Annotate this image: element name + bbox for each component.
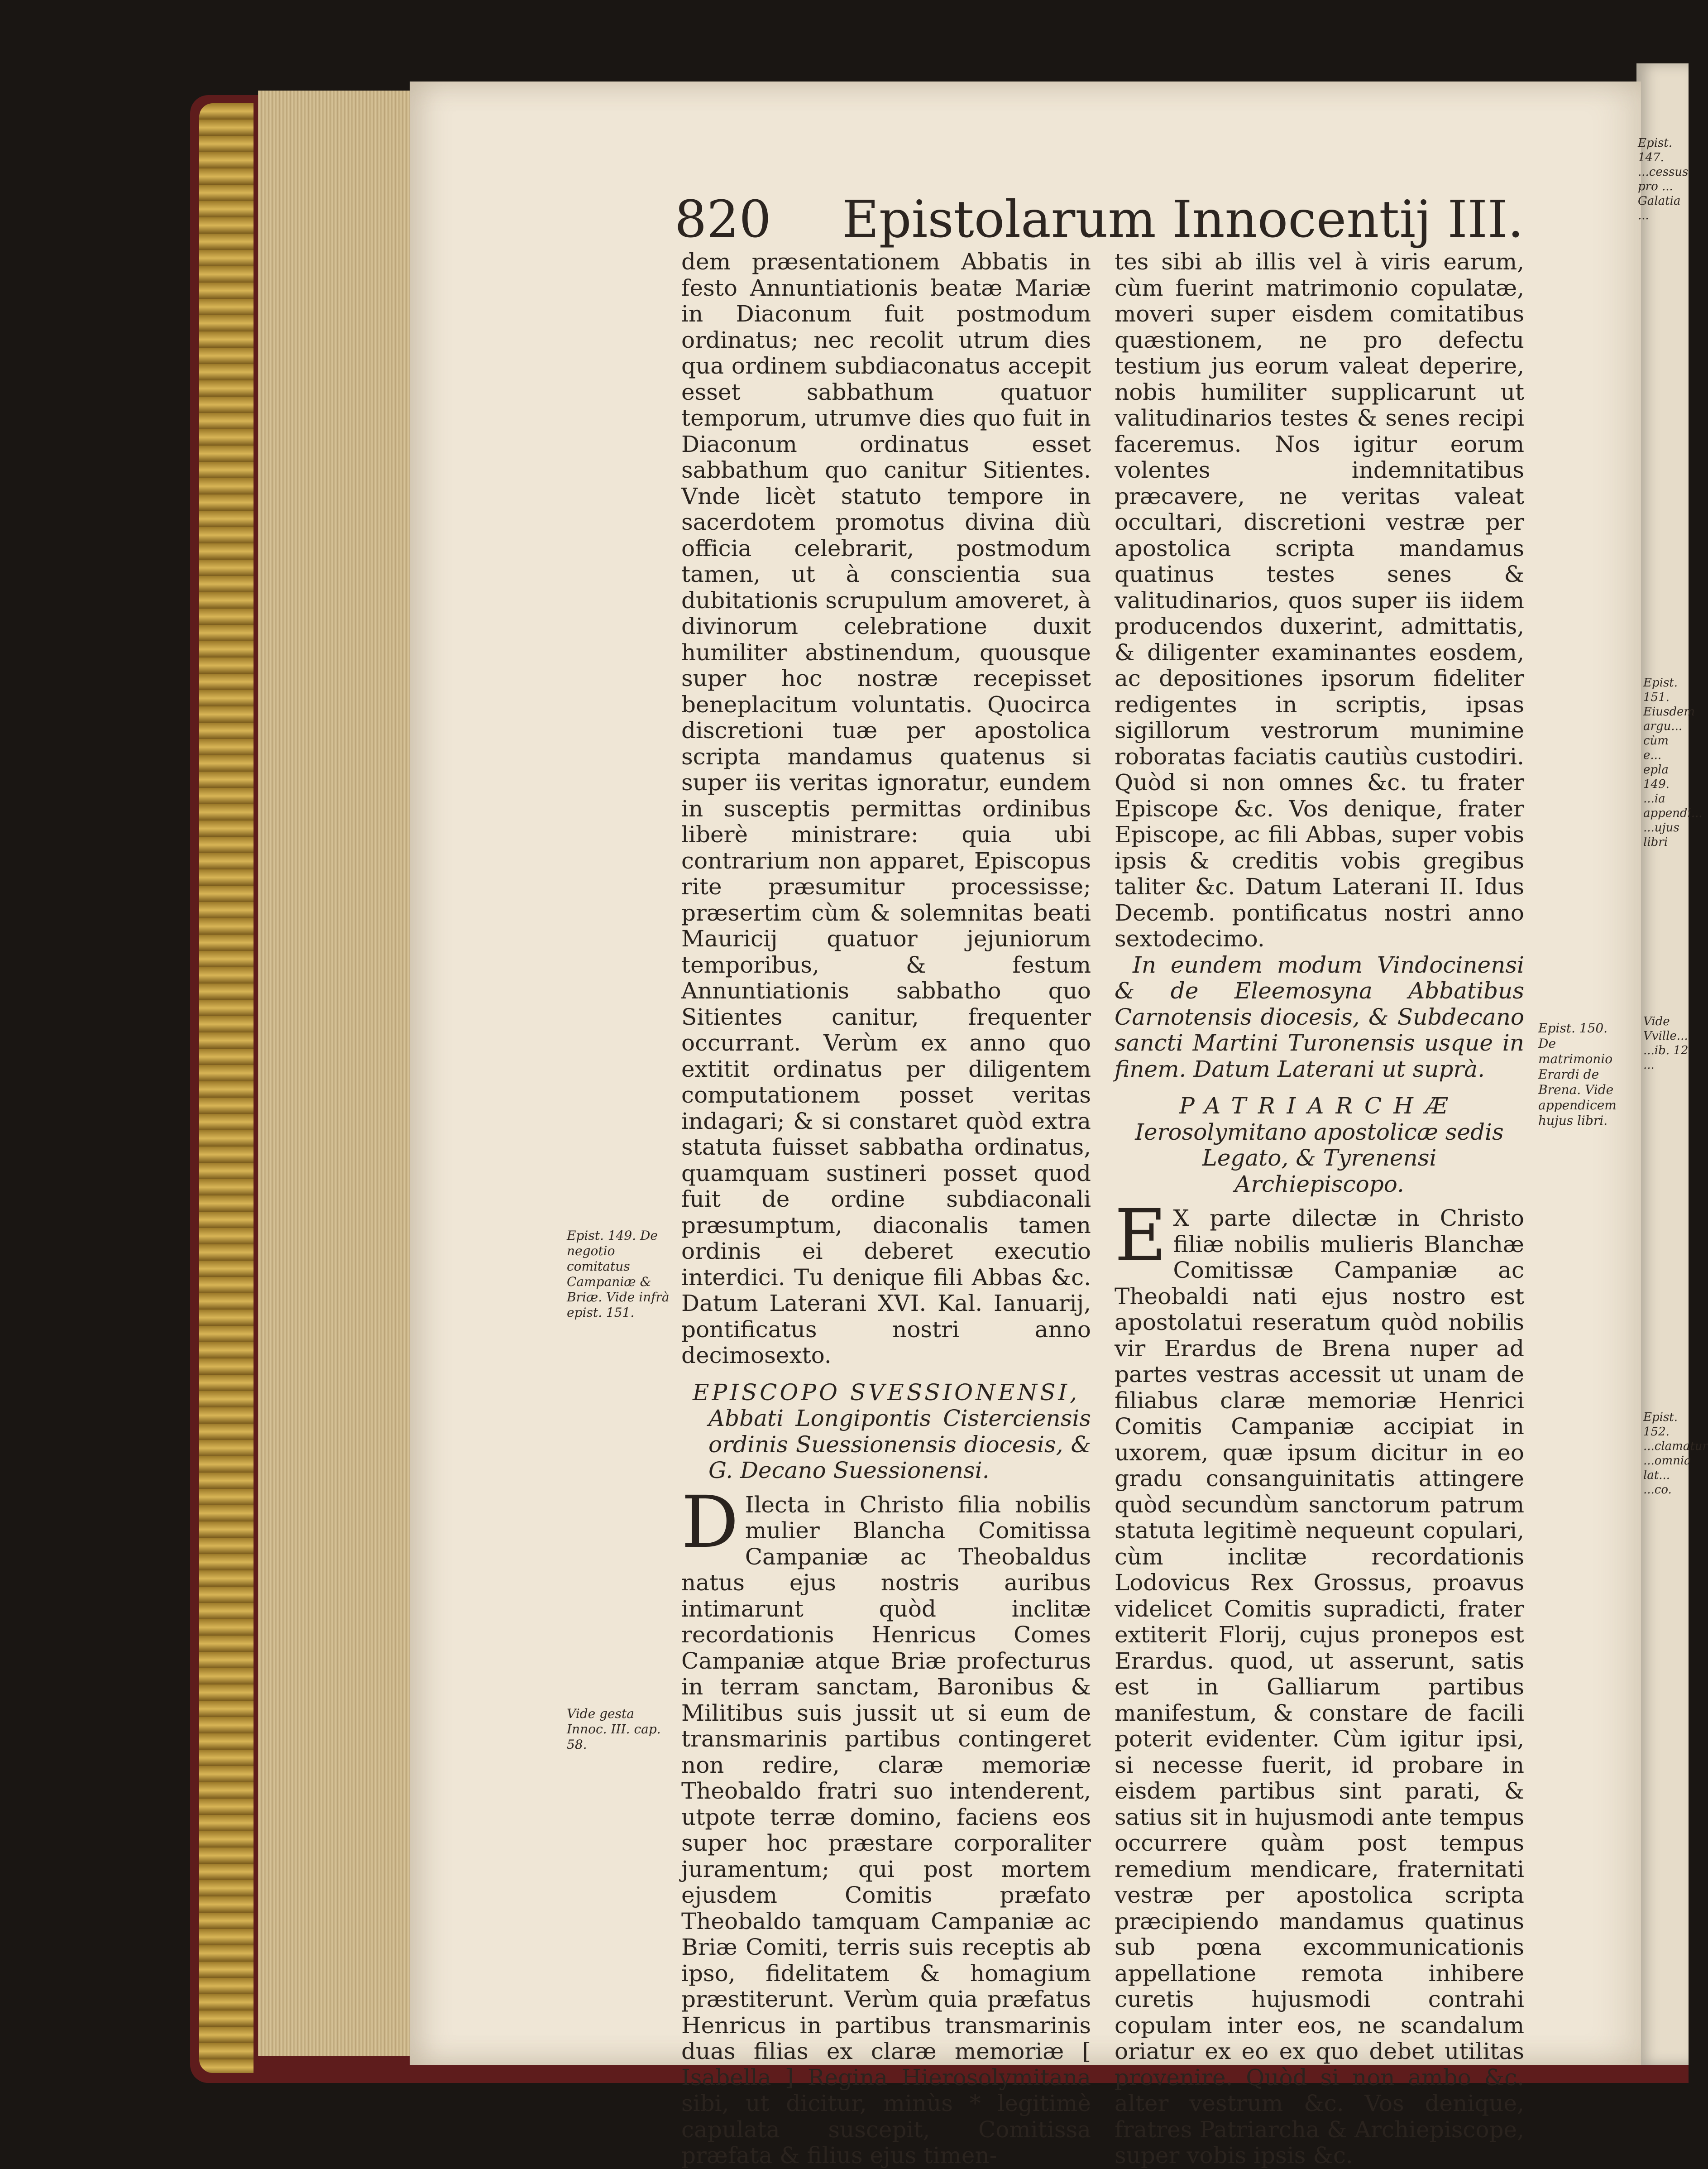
left-heading-sub: Abbati Longipontis Cisterciensis ordinis Suessionensis diocesis, & G. Decano Suessionensi. [708, 1405, 1091, 1483]
marginal-note-left-1: Epist. 149. De negotio comitatus Campaniæ & Briæ. Vide infrà epist. 151. [567, 1228, 670, 1320]
left-heading-main: EPISCOPO SVESSIONENSI, [692, 1379, 1080, 1406]
left-column [681, 249, 1091, 2169]
page-number: 820 [675, 190, 771, 249]
right-dropcap: E [1115, 1194, 1167, 1277]
marginal-note-left-2: Vide gesta Innoc. III. cap. 58. [567, 1706, 661, 1752]
right-paragraph-2-text: X parte dilectæ in Christo filiæ nobilis mulieris Blanchæ Comitissæ Campaniæ ac Theobaldi nati ejus nostro est apostolatui reseratum quòd nobilis vir Erardus de Brena nuper ad partes vestras accessit ut unam de filiabus claræ memoriæ Henrici Comitis Campaniæ accipiat in uxorem, quæ ipsum dicitur in eo gradu consanguinitatis attingere quòd secundùm sanctorum patrum statuta legitimè nequeunt copulari, cùm inclitæ recordationis Lodovicus Rex Grossus, proavus videlicet Comitis supradicti, frater extiterit Florij, cujus pronepos est Erardus. quod, ut asserunt, satis est in Galliarum partibus manifestum, & constare de facili poterit evidenter. Cùm igitur ipsi, si necesse fuerit, id probare in eisdem partibus sint parati, & satius sit in hujusmodi ante tempus occurrere quàm post tempus remedium mendicare, fraternitati vestræ per apostolica scripta præcipiendo mandamus quatinus sub pœna excommunicationis appellatione remota inhibere curetis hujusmodi contrahi copulam inter eos, ne scandalum oriatur ex eo ex quo debet utilitas provenire. Quòd si non ambo &c. alter vestrum &c. Vos denique, fratres Patriarcha & Archiepiscope, super vobis ipsis &c. [1115, 1205, 1524, 2169]
gilt-border [199, 103, 254, 2073]
right-heading-main: PATRIARCHÆ [1179, 1093, 1459, 1119]
facing-page-note-1: Epist. 151. Eiusdem argu... cùm e... epla 149. ...ia appendi... ...ujus libri [1643, 676, 1703, 849]
page-title: Epistolarum Innocentij III. [842, 190, 1524, 249]
page-edges [258, 91, 412, 2056]
right-column [1115, 249, 1524, 2169]
right-paragraph-italic: In eundem modum Vindocinensi & de Eleemosyna Abbatibus Carnotensis diocesis, & Subdecano sancti Martini Turonensis usque in finem. Datum Laterani ut suprà. [1115, 951, 1524, 1082]
facing-page-note-3: Epist. 152. ...clamatur ...omnia lat... ...co. [1643, 1411, 1708, 1497]
right-paragraph-1: tes sibi ab illis vel à viris earum, cùm fuerint matrimonio copulatæ, moveri super eisdem comitatibus quæstionem, ne pro defectu testium jus eorum valeat deperire, nobis humiliter supplicarunt ut valitudinarios testes & senes recipi faceremus. Nos igitur eorum volentes indemnitatibus præcavere, ne veritas valeat occultari, discretioni vestræ per apostolica scripta mandamus quatinus testes senes & valitudinarios, quos super iis iidem producendos duxerint, admittatis, & diligenter examinantes eosdem, ac depositiones ipsorum fideliter redigentes in scriptis, ipsas sigillorum vestrorum munimine roboratas faciatis cautiùs custodiri. Quòd si non omnes &c. tu frater Episcope &c. Vos denique, frater Episcope, ac fili Abbas, super vobis ipsis & creditis vobis gregibus taliter &c. Datum Laterani II. Idus Decemb. pontificatus nostri anno sextodecimo. [1115, 249, 1524, 952]
marginal-note-right-1: Epist. 150. De matrimonio Erardi de Brena. Vide appendicem hujus libri. [1538, 1021, 1617, 1128]
running-head [675, 190, 1524, 258]
right-paragraph-2 [1115, 1194, 1524, 2169]
right-heading-sub: Ierosolymitano apostolicæ sedis Legato, & Tyrenensi Archiepiscopo. [1135, 1118, 1504, 1197]
left-dropcap: D [681, 1480, 739, 1564]
left-paragraph-1: dem præsentationem Abbatis in festo Annuntiationis beatæ Mariæ in Diaconum fuit postmodum ordinatus; nec recolit utrum dies qua ordinem subdiaconatus accepit esset sabbathum quatuor temporum, utrumve dies quo fuit in Diaconum ordinatus esset sabbathum quo canitur Sitientes. Vnde licèt statuto tempore in sacerdotem promotus divina diù officia celebrarit, postmodum tamen, ut à conscientia sua dubitationis scrupulum amoveret, à divinorum celebratione duxit humiliter abstinendum, quousque super hoc nostræ recepisset beneplacitum voluntatis. Quocirca discretioni tuæ per apostolica scripta mandamus quatenus si super iis veritas ignoratur, eundem in susceptis permittas ordinibus liberè ministrare: quia ubi contrarium non apparet, Episcopus rite præsumitur processisse; præsertim cùm & solemnitas beati Mauricij quatuor jejuniorum temporibus, & festum Annuntiationis sabbatho quo Sitientes canitur, frequenter occurrant. Verùm ex anno quo extitit ordinatus per diligentem computationem posset veritas indagari; & si constaret quòd extra statuta fuisset sabbatha ordinatus, quamquam sustineri posset quod fuit de ordine subdiaconali præsumptum, diaconalis tamen ordinis ei deberet executio interdici. Tu denique fili Abbas &c. Datum Laterani XVI. Kal. Ianuarij, pontificatus nostri anno decimosexto. [681, 249, 1091, 1368]
facing-page-note-2: Vide Vville... ...ib. 12 ... [1643, 1015, 1689, 1072]
facing-page-note-4: Epist. 147. ...cessus pro ... Galatia ... [1638, 136, 1689, 222]
left-paragraph-2 [681, 1480, 1091, 2169]
left-paragraph-2-text: Ilecta in Christo filia nobilis mulier Blancha Comitissa Campaniæ ac Theobaldus natus ejus nostris auribus intimarunt quòd inclitæ recordationis Henricus Comes Campaniæ atque Briæ profecturus in terram sanctam, Baronibus & Militibus suis jussit ut si eum de transmarinis partibus contingeret non redire, claræ memoriæ Theobaldo fratri suo intenderent, utpote terræ domino, faciens eos super hoc præstare corporaliter juramentum; qui post mortem ejusdem Comitis præfato Theobaldo tamquam Campaniæ ac Briæ Comiti, terris suis receptis ab ipso, fidelitatem & homagium præstiterunt. Verùm quia præfatus Henricus in partibus transmarinis duas filias ex claræ memoriæ [ Isabella ] Regina Hierosolymitana sibi, ut dicitur, minùs * legitimè capulata suscepit, Comitissa præfata & filius ejus timen- [681, 1491, 1091, 2169]
